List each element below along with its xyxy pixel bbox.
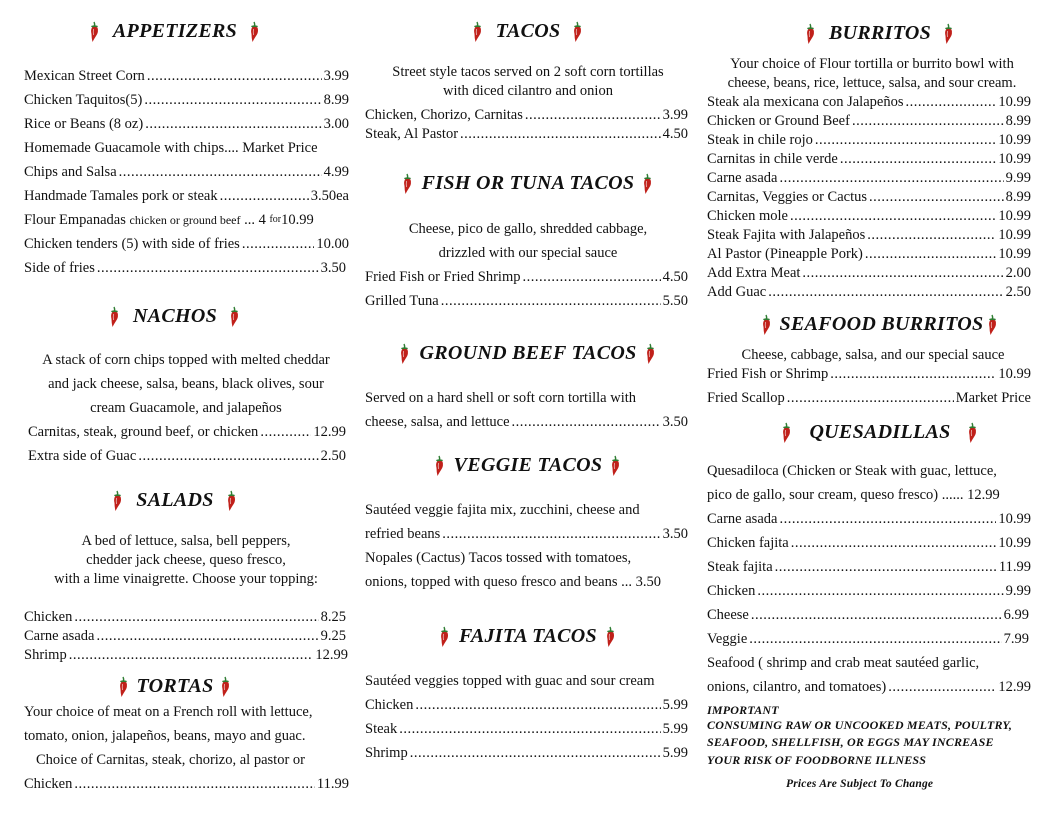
menu-item: Handmade Tamales pork or steak ..... 3.50ea: [24, 187, 349, 205]
menu-item: Seafood ( shrimp and crab meat sautéed garlic,: [707, 655, 980, 671]
menu-item: Nopales (Cactus) Tacos tossed with tomatoes,: [365, 550, 632, 566]
menu-item: Carnitas in chile verde ..... 10.99: [707, 150, 1031, 168]
menu-item: Grilled Tuna ..... 5.50: [365, 292, 688, 310]
tortas-heading: TORTAS: [0, 675, 350, 698]
section-description: A bed of lettuce, salsa, bell peppers,: [81, 533, 291, 549]
menu-item: Al Pastor (Pineapple Pork) ..... 10.99: [707, 245, 1031, 263]
chili-pepper-icon: [218, 676, 234, 698]
section-description: Served on a hard shell or soft corn tortilla with: [365, 390, 637, 406]
menu-item: Steak ala mexicana con Jalapeños ..... 10.99: [707, 93, 1031, 111]
menu-item: pico de gallo, sour cream, queso fresco) ...... 12.99: [707, 487, 1000, 503]
ground-beef-tacos-heading: GROUND BEEF TACOS: [352, 342, 704, 365]
menu-item: refried beans ..... 3.50: [365, 525, 688, 543]
section-title: APPETIZERS: [112, 20, 238, 42]
tacos-heading: TACOS: [352, 20, 704, 43]
menu-item: Mexican Street Corn ..... 3.99: [24, 67, 349, 85]
menu-item: Chips and Salsa ..... 4.99: [24, 163, 349, 181]
section-description: Cheese, cabbage, salsa, and our special sauce: [741, 347, 1005, 363]
menu-item: Carne asada ..... 10.99: [707, 510, 1031, 528]
menu-item: Chicken ..... 8.25: [24, 608, 346, 626]
chili-pepper-icon: [608, 455, 624, 477]
menu-item: Cheese ..... 6.99: [707, 606, 1029, 624]
menu-item: Chicken tenders (5) with side of fries ..... 10.00: [24, 235, 349, 253]
nachos-heading: NACHOS: [0, 305, 350, 328]
notice-line: SEAFOOD, SHELLFISH, OR EGGS MAY INCREASE: [707, 735, 994, 749]
section-description: Your choice of meat on a French roll with lettuce,: [24, 704, 313, 720]
chili-pepper-icon: [87, 21, 103, 43]
menu-item: Carne asada ..... 9.99: [707, 169, 1031, 187]
chili-pepper-icon: [985, 314, 1001, 336]
section-description: Sautéed veggie fajita mix, zucchini, cheese and: [365, 502, 640, 518]
chili-pepper-icon: [110, 490, 126, 512]
quesadillas-heading: QUESADILLAS: [704, 421, 1056, 444]
chili-pepper-icon: [640, 173, 656, 195]
menu-item: Homemade Guacamole with chips.... Market Price: [24, 140, 318, 156]
menu-item: Side of fries ..... 3.50: [24, 259, 346, 277]
chili-pepper-icon: [227, 306, 243, 328]
menu-item: onions, topped with queso fresco and beans ... 3.50: [365, 574, 661, 590]
chili-pepper-icon: [965, 422, 981, 444]
menu-item: Steak Fajita with Jalapeños ..... 10.99: [707, 226, 1031, 244]
section-description: Street style tacos served on 2 soft corn tortillas: [392, 64, 664, 80]
section-description: Sautéed veggies topped with guac and sour cream: [365, 673, 655, 689]
chili-pepper-icon: [803, 23, 819, 45]
section-description: Cheese, pico de gallo, shredded cabbage,: [408, 221, 648, 237]
menu-item: Add Extra Meat ..... 2.00: [707, 264, 1031, 282]
menu-item: Extra side of Guac ..... 2.50: [28, 447, 346, 465]
chili-pepper-icon: [643, 343, 659, 365]
menu-item: Shrimp ..... 12.99: [24, 646, 348, 664]
menu-item: Quesadiloca (Chicken or Steak with guac, lettuce,: [707, 463, 997, 479]
menu-item: Chicken or Ground Beef ..... 8.99: [707, 112, 1031, 130]
burritos-heading: BURRITOS: [704, 22, 1056, 45]
menu-item: Add Guac ..... 2.50: [707, 283, 1031, 301]
chili-pepper-icon: [116, 676, 132, 698]
menu-item: Chicken fajita ..... 10.99: [707, 534, 1031, 552]
menu-item: Chicken Taquitos(5) ..... 8.99: [24, 91, 349, 109]
chili-pepper-icon: [941, 23, 957, 45]
menu-item: Veggie ..... 7.99: [707, 630, 1029, 648]
section-description: with diced cilantro and onion: [443, 83, 613, 99]
chili-pepper-icon: [437, 626, 453, 648]
menu-item: onions, cilantro, and tomatoes) ..... 12.99: [707, 678, 1031, 696]
chili-pepper-icon: [779, 422, 795, 444]
fish-tacos-heading: FISH OR TUNA TACOS: [352, 172, 704, 195]
chili-pepper-icon: [432, 455, 448, 477]
chili-pepper-icon: [470, 21, 486, 43]
menu-item: Shrimp ..... 5.99: [365, 744, 688, 762]
menu-item: Steak ..... 5.99: [365, 720, 688, 738]
menu-item: Chicken mole ..... 10.99: [707, 207, 1031, 225]
chili-pepper-icon: [224, 490, 240, 512]
chili-pepper-icon: [603, 626, 619, 648]
menu-item: Steak, Al Pastor ..... 4.50: [365, 125, 688, 143]
chili-pepper-icon: [107, 306, 123, 328]
menu-item: Steak fajita ..... 11.99: [707, 558, 1031, 576]
menu-item: Chicken ..... 9.99: [707, 582, 1031, 600]
section-description: tomato, onion, jalapeños, beans, mayo and guac.: [24, 728, 306, 744]
section-description: Your choice of Flour tortilla or burrito bowl with: [730, 56, 1014, 72]
menu-item: Fried Fish or Shrimp ..... 10.99: [707, 365, 1031, 383]
salads-heading: SALADS: [0, 489, 350, 512]
menu-item: Carnitas, Veggies or Cactus ..... 8.99: [707, 188, 1031, 206]
section-description: Choice of Carnitas, steak, chorizo, al pastor or: [36, 752, 305, 768]
section-description: chedder jack cheese, queso fresco,: [86, 552, 286, 568]
menu-item: Chicken ..... 5.99: [365, 696, 688, 714]
menu-item: Rice or Beans (8 oz) ..... 3.00: [24, 115, 349, 133]
notice-heading: IMPORTANT: [707, 703, 779, 717]
chili-pepper-icon: [759, 314, 775, 336]
price-disclaimer: Prices Are Subject To Change: [786, 778, 934, 790]
section-description: cream Guacamole, and jalapeños: [90, 400, 282, 416]
veggie-tacos-heading: VEGGIE TACOS: [352, 454, 704, 477]
section-description: drizzled with our special sauce: [438, 245, 618, 261]
menu-item: Flour Empanadas chicken or ground beef ... 4 for 10.99: [24, 212, 314, 228]
menu-item: Chicken, Chorizo, Carnitas ..... 3.99: [365, 106, 688, 124]
menu-item: Fried Scallop ..... Market Price: [707, 389, 1031, 407]
menu-item: cheese, salsa, and lettuce ..... 3.50: [365, 413, 688, 431]
menu-item: Carne asada ..... 9.25: [24, 627, 346, 645]
chili-pepper-icon: [400, 173, 416, 195]
menu-item: Carnitas, steak, ground beef, or chicken ..... 12.99: [28, 423, 346, 441]
section-description: cheese, beans, rice, lettuce, salsa, and sour cream.: [727, 75, 1017, 91]
chili-pepper-icon: [570, 21, 586, 43]
seafood-burritos-heading: SEAFOOD BURRITOS: [704, 313, 1056, 336]
section-description: A stack of corn chips topped with melted cheddar: [42, 352, 330, 368]
section-description: and jack cheese, salsa, beans, black olives, sour: [48, 376, 324, 392]
notice-line: CONSUMING RAW OR UNCOOKED MEATS, POULTRY,: [707, 718, 1013, 732]
appetizers-heading: [0, 20, 350, 43]
menu-item: Fried Fish or Fried Shrimp ..... 4.50: [365, 268, 688, 286]
menu-item: Steak in chile rojo ..... 10.99: [707, 131, 1031, 149]
menu-item: Chicken ..... 11.99: [24, 775, 349, 793]
chili-pepper-icon: [247, 21, 263, 43]
fajita-tacos-heading: FAJITA TACOS: [352, 625, 704, 648]
chili-pepper-icon: [397, 343, 413, 365]
section-description: with a lime vinaigrette. Choose your topping:: [54, 571, 318, 587]
notice-line: YOUR RISK OF FOODBORNE ILLNESS: [707, 753, 927, 767]
